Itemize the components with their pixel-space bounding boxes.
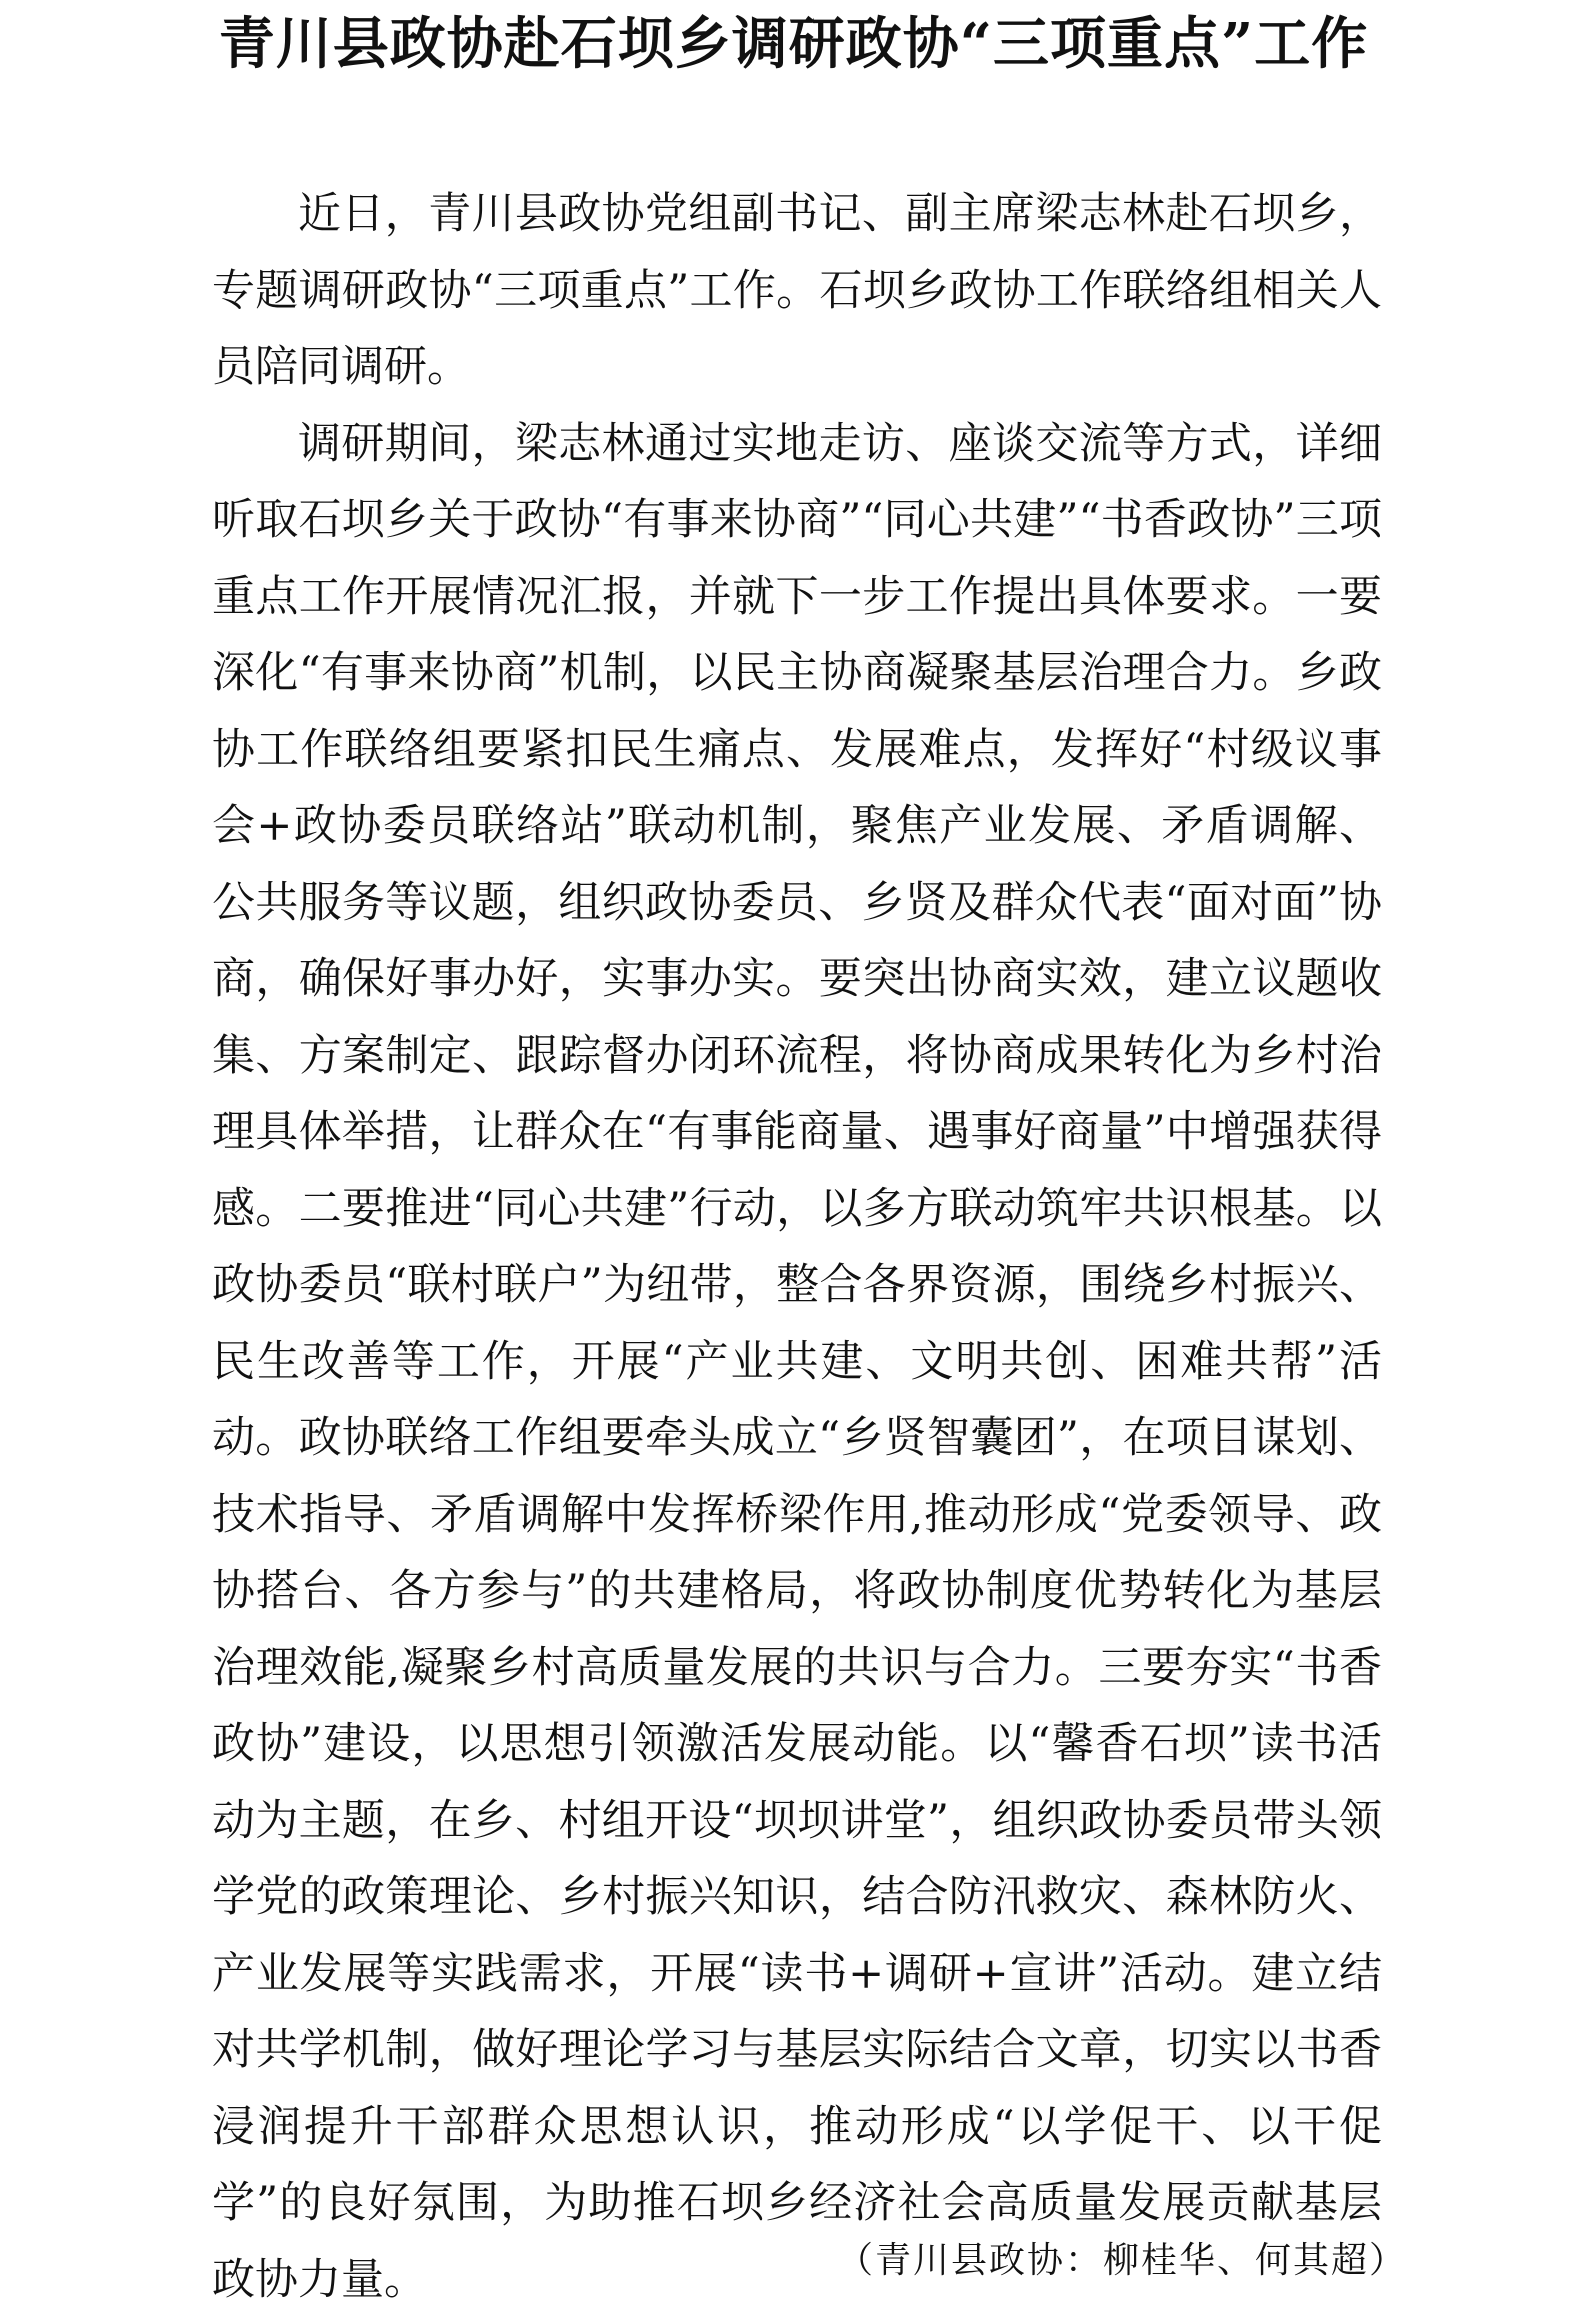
article-paragraph: 近日，青川县政协党组副书记、副主席梁志林赴石坝乡，专题调研政协“三项重点”工作。石坝乡政协工作联络组相关人员陪同调研。 [212, 189, 1382, 392]
article-title: 青川县政协赴石坝乡调研政协“三项重点”工作 [218, 11, 1369, 77]
article-paragraph: 调研期间，梁志林通过实地走访、座谈交流等方式，详细听取石坝乡关于政协“有事来协商”“同心共建”“书香政协”三项重点工作开展情况汇报，并就下一步工作提出具体要求。一要深化“有事来协商”机制，以民主协商凝聚基层治理合力。乡政协工作联络组要紧扣民生痛点、发展难点，发挥好“村级议事会+政协委员联络站”联动机制，聚焦产业发展、矛盾调解、公共服务等议题，组织政协委员、乡贤及群众代表“面对面”协商，确保好事办好，实事办实。要突出协商实效，建立议题收集、方案制定、跟踪督办闭环流程，将协商成果转化为乡村治理具体举措，让群众在“有事能商量、遇事好商量”中增强获得感。二要推进“同心共建”行动，以多方联动筑牢共识根基。以政协委员“联村联户”为纽带，整合各界资源，围绕乡村振兴、民生改善等工作，开展“产业共建、文明共创、困难共帮”活动。政协联络工作组要牵头成立“乡贤智囊团”，在项目谋划、技术指导、矛盾调解中发挥桥梁作用,推动形成“党委领导、政协搭台、各方参与”的共建格局，将政协制度优势转化为基层治理效能,凝聚乡村高质量发展的共识与合力。三要夯实“书香政协”建设，以思想引领激活发展动能。以“馨香石坝”读书活动为主题，在乡、村组开设“坝坝讲堂”，组织政协委员带头领学党的政策理论、乡村振兴知识，结合防汛救灾、森林防火、产业发展等实践需求，开展“读书+调研+宣讲”活动。建立结对共学机制，做好理论学习与基层实际结合文章，切实以书香浸润提升干部群众思想认识，推动形成“以学促干、以干促学”的良好氛围，为助推石坝乡经济社会高质量发展贡献基层政协力量。 [212, 418, 1382, 2305]
article-body [212, 176, 1382, 2318]
article-byline: （青川县政协：柳桂华、何其超） [836, 2240, 1407, 2281]
